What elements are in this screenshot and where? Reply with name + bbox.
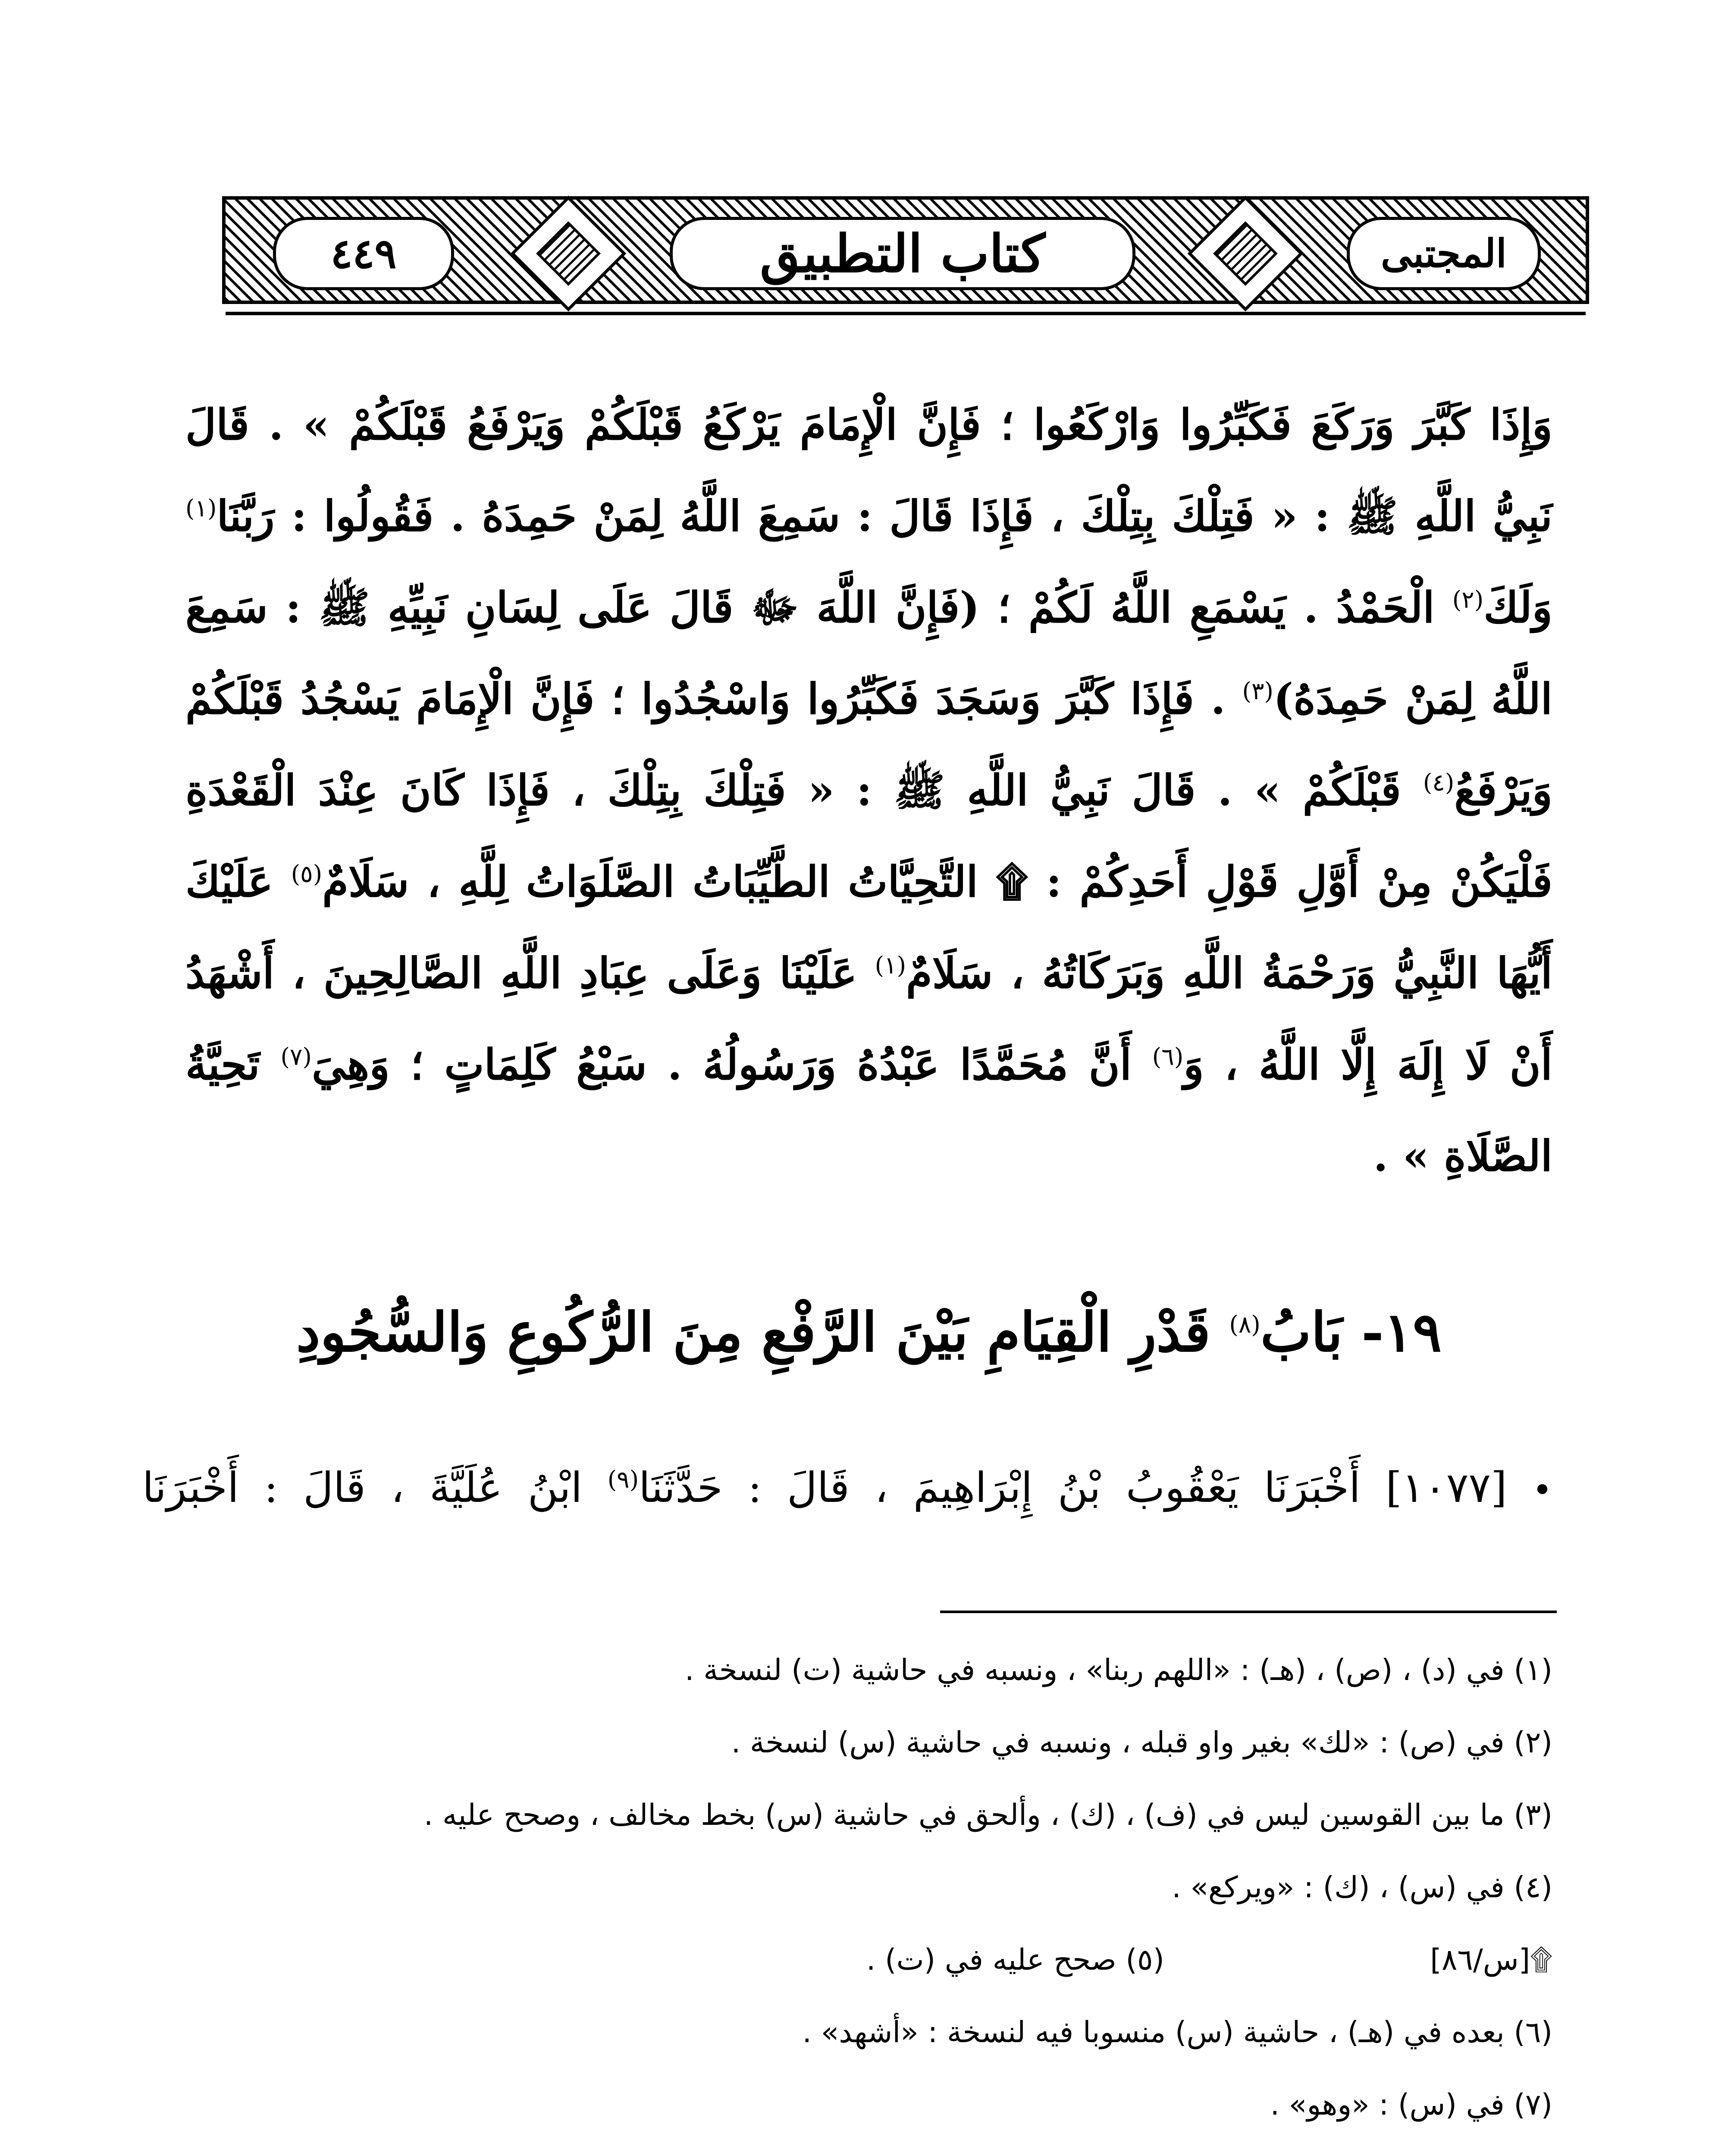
- footnote-item: (٤) في (س) ، (ك) : «ويركع» .: [1172, 1871, 1552, 1905]
- footnote-marker[interactable]: (٧): [280, 1043, 312, 1071]
- text-segment: عَلَيْنَا وَعَلَى عِبَادِ اللَّهِ الصَّالِحِينَ ، أَشْهَدُ أَنْ لَا إِلَهَ إِلَّا اللَّهُ ، وَ: [185, 949, 1552, 1090]
- text-segment: وَإِذَا كَبَّرَ وَرَكَعَ فَكَبِّرُوا وَارْكَعُوا ؛ فَإِنَّ الْإِمَامَ يَرْكَعُ قَبْلَكُمْ وَيَرْفَعُ قَبْلَكُمْ » . قَالَ نَبِيُّ اللَّهِ ﷺ : « فَتِلْكَ بِتِلْكَ ، فَإِذَا قَالَ : سَمِعَ اللَّهُ لِمَنْ حَمِدَهُ . فَقُولُوا : رَبَّنَا: [185, 400, 1552, 541]
- footnote-item: (١) في (د) ، (ص) ، (هـ) : «اللهم ربنا» ، ونسبه في حاشية (ت) لنسخة .: [685, 1653, 1552, 1687]
- knot-ornament-icon: [1188, 196, 1304, 312]
- footnote-marker[interactable]: (٦): [1152, 1043, 1184, 1071]
- footnote-marker[interactable]: (١): [875, 951, 906, 979]
- book-title: كتاب التطبيق: [670, 217, 1135, 290]
- footnote-marker[interactable]: (٤): [1423, 768, 1455, 796]
- footnote-marker[interactable]: (٣): [1242, 677, 1273, 705]
- hadith-body-text: [185, 379, 1552, 1202]
- text-segment: وَلَكَ: [1483, 583, 1552, 633]
- text-segment: تَحِيَّةُ الصَّلَاةِ » .: [185, 1040, 1552, 1181]
- footnotes-block: [185, 1634, 1552, 2141]
- page-number: ٤٤٩: [273, 217, 454, 290]
- series-title: المجتبى: [1347, 217, 1541, 290]
- manuscript-reference: ۩[س/٨٦]: [1430, 1943, 1552, 1977]
- section-number: ١٩-: [1361, 1301, 1442, 1364]
- text-segment: الْحَمْدُ . يَسْمَعِ اللَّهُ لَكُمْ ؛ (فَإِنَّ اللَّهَ ﷻ قَالَ عَلَى لِسَانِ نَبِيِّهِ ﷺ : سَمِعَ اللَّهُ لِمَنْ حَمِدَهُ): [185, 583, 1552, 724]
- bullet-icon: •: [1532, 1470, 1553, 1510]
- footnote-item: (٥) صحح عليه في (ت) .: [866, 1943, 1164, 1977]
- footnote-split-row: [185, 1924, 1552, 1996]
- footnote-marker[interactable]: (٥): [291, 860, 323, 888]
- text-segment: أَنَّ مُحَمَّدًا عَبْدُهُ وَرَسُولُهُ . سَبْعُ كَلِمَاتٍ ؛ وَهِيَ: [311, 1040, 1132, 1090]
- footnote-marker[interactable]: (٢): [1452, 586, 1484, 614]
- section-label: بَابُ: [1260, 1301, 1343, 1364]
- section-title: قَدْرِ الْقِيَامِ بَيْنَ الرَّفْعِ مِنَ الرُّكُوعِ وَالسُّجُودِ: [296, 1301, 1210, 1364]
- knot-ornament-icon: [511, 196, 627, 312]
- footnote-item: (٦) بعده في (هـ) ، حاشية (س) منسوبا فيه لنسخة : «أشهد» .: [802, 2015, 1552, 2049]
- footnote-marker[interactable]: (٩): [607, 1466, 639, 1493]
- footnote-marker[interactable]: (١): [185, 494, 217, 522]
- hadith-chain-line: [142, 1449, 1552, 1529]
- footnote-item: (٢) في (ص) : «لك» بغير واو قبله ، ونسبه في حاشية (س) لنسخة .: [731, 1726, 1552, 1760]
- section-heading: [185, 1289, 1552, 1376]
- text-segment: . فَإِذَا كَبَّرَ وَسَجَدَ فَكَبِّرُوا وَاسْجُدُوا ؛ فَإِنَّ الْإِمَامَ يَسْجُدُ قَبْلَكُمْ وَيَرْفَعُ: [185, 674, 1552, 815]
- text-segment: عَلَيْكَ أَيُّهَا النَّبِيُّ وَرَحْمَةُ اللَّهِ وَبَرَكَاتُهُ ، سَلَامٌ: [185, 857, 1552, 998]
- footnote-marker[interactable]: (٨): [1229, 1310, 1261, 1338]
- ornamental-header: [222, 196, 1589, 304]
- hadith-chain-b: ابْنُ عُلَيَّةَ ، قَالَ : أَخْبَرَنَا: [142, 1463, 583, 1512]
- footnote-divider: [940, 1611, 1557, 1613]
- hadith-chain-a: [١٠٧٧] أَخْبَرَنَا يَعْقُوبُ بْنُ إِبْرَاهِيمَ ، قَالَ : حَدَّثَنَا: [639, 1463, 1507, 1512]
- text-segment: قَبْلَكُمْ » . قَالَ نَبِيُّ اللَّهِ ﷺ : « فَتِلْكَ بِتِلْكَ ، فَإِذَا كَانَ عِنْدَ الْقَعْدَةِ فَلْيَكُنْ مِنْ أَوَّلِ قَوْلِ أَحَدِكُمْ : ۩ التَّحِيَّاتُ الطَّيِّبَاتُ الصَّلَوَاتُ لِلَّهِ ، سَلَامٌ: [185, 766, 1552, 907]
- footnote-item: (٣) ما بين القوسين ليس في (ف) ، (ك) ، وألحق في حاشية (س) بخط مخالف ، وصحح عليه .: [423, 1798, 1552, 1832]
- footnote-item: (٧) في (س) : «وهو» .: [1270, 2088, 1552, 2122]
